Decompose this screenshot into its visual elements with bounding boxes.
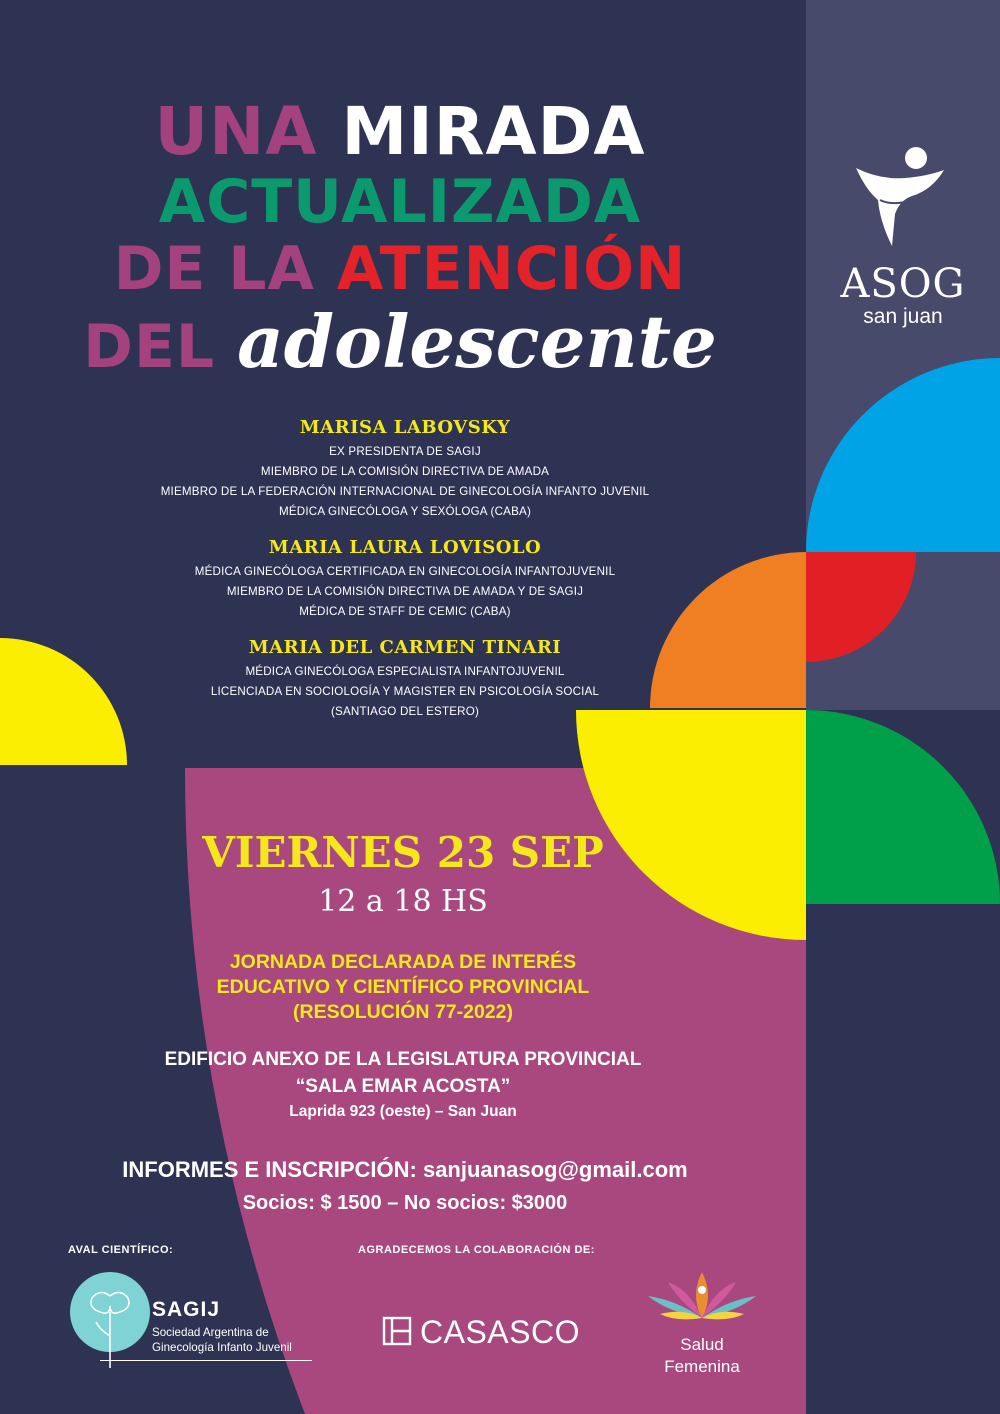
speaker-credential: MIEMBRO DE LA COMISIÓN DIRECTIVA DE AMADA bbox=[260, 465, 550, 478]
speaker-name: MARIA LAURA LOVISOLO bbox=[268, 537, 542, 558]
event-venue bbox=[130, 1046, 676, 1100]
title-word-adolescente: adolescente bbox=[237, 299, 717, 384]
speakers-list bbox=[100, 414, 710, 734]
declaration-line: JORNADA DECLARADA DE INTERÉS bbox=[229, 951, 577, 973]
thanks-label: AGRADECEMOS LA COLABORACIÓN DE: bbox=[358, 1244, 595, 1256]
title-word-del: DEL bbox=[83, 312, 216, 382]
salud-line: Femenina bbox=[664, 1357, 740, 1376]
speaker-credential: MÉDICA GINECÓLOGA ESPECIALISTA INFANTOJUVENIL bbox=[245, 665, 565, 678]
title-word-una: UNA bbox=[154, 93, 318, 170]
asog-subtitle: san juan bbox=[863, 305, 943, 328]
event-address: Laprida 923 (oeste) – San Juan bbox=[289, 1103, 517, 1120]
speaker-credential: (SANTIAGO DEL ESTERO) bbox=[330, 705, 480, 718]
venue-line: “SALA EMAR ACOSTA” bbox=[295, 1076, 511, 1097]
asog-name: ASOG bbox=[840, 261, 966, 307]
title-word-atencion: ATENCIÓN bbox=[336, 234, 687, 304]
salud-femenina-name bbox=[640, 1334, 764, 1378]
speaker-1 bbox=[100, 414, 710, 522]
speaker-2 bbox=[100, 534, 710, 622]
sagij-desc-line: Ginecología Infanto Juvenil bbox=[152, 1341, 292, 1354]
sagij-desc-line: Sociedad Argentina de bbox=[152, 1326, 269, 1339]
speaker-credential: MÉDICA DE STAFF DE CEMIC (CABA) bbox=[299, 605, 511, 618]
venue-line: EDIFICIO ANEXO DE LA LEGISLATURA PROVINCIAL bbox=[164, 1049, 642, 1070]
speaker-name: MARIA DEL CARMEN TINARI bbox=[248, 637, 562, 658]
sagij-name: SAGIJ bbox=[152, 1298, 221, 1321]
event-registration-info: INFORMES E INSCRIPCIÓN: sanjuanasog@gmail.com bbox=[122, 1157, 688, 1182]
speaker-credential: MÉDICA GINECÓLOGA Y SEXÓLOGA (CABA) bbox=[278, 505, 532, 518]
title-word-de-la: DE LA bbox=[113, 234, 315, 304]
title-word-mirada: MIRADA bbox=[341, 93, 646, 170]
title-line-4 bbox=[80, 299, 720, 387]
declaration-line: (RESOLUCIÓN 77-2022) bbox=[293, 1001, 513, 1023]
casasco-name: CASASCO bbox=[420, 1314, 580, 1350]
declaration-line: EDUCATIVO Y CIENTÍFICO PROVINCIAL bbox=[216, 976, 590, 998]
title-line-1 bbox=[80, 92, 720, 172]
sagij-underline bbox=[100, 1360, 312, 1361]
asog-logo bbox=[838, 140, 968, 328]
speaker-credential: MIEMBRO DE LA COMISIÓN DIRECTIVA DE AMADA Y DE SAGIJ bbox=[226, 585, 584, 598]
speaker-credential: LICENCIADA EN SOCIOLOGÍA Y MAGISTER EN PSICOLOGÍA SOCIAL bbox=[210, 685, 600, 698]
speaker-name: MARISA LABOVSKY bbox=[299, 417, 511, 438]
salud-line: Salud bbox=[680, 1335, 724, 1354]
event-hours: 12 a 18 HS bbox=[318, 884, 488, 919]
speaker-credential: EX PRESIDENTA DE SAGIJ bbox=[329, 445, 481, 458]
title-line-3 bbox=[80, 232, 720, 306]
event-price: Socios: $ 1500 – No socios: $3000 bbox=[242, 1192, 568, 1214]
sagij-description bbox=[152, 1325, 292, 1355]
speaker-3 bbox=[100, 634, 710, 722]
event-declaration bbox=[130, 950, 676, 1025]
speaker-credential: MIEMBRO DE LA FEDERACIÓN INTERNACIONAL DE GINECOLOGÍA INFANTO JUVENIL bbox=[160, 485, 650, 498]
aval-label: AVAL CIENTÍFICO: bbox=[68, 1244, 174, 1256]
speaker-credential: MÉDICA GINECÓLOGA CERTIFICADA EN GINECOLOGÍA INFANTOJUVENIL bbox=[194, 565, 616, 578]
title-line-2: ACTUALIZADA bbox=[158, 167, 642, 237]
event-date: VIERNES 23 SEP bbox=[202, 828, 604, 877]
